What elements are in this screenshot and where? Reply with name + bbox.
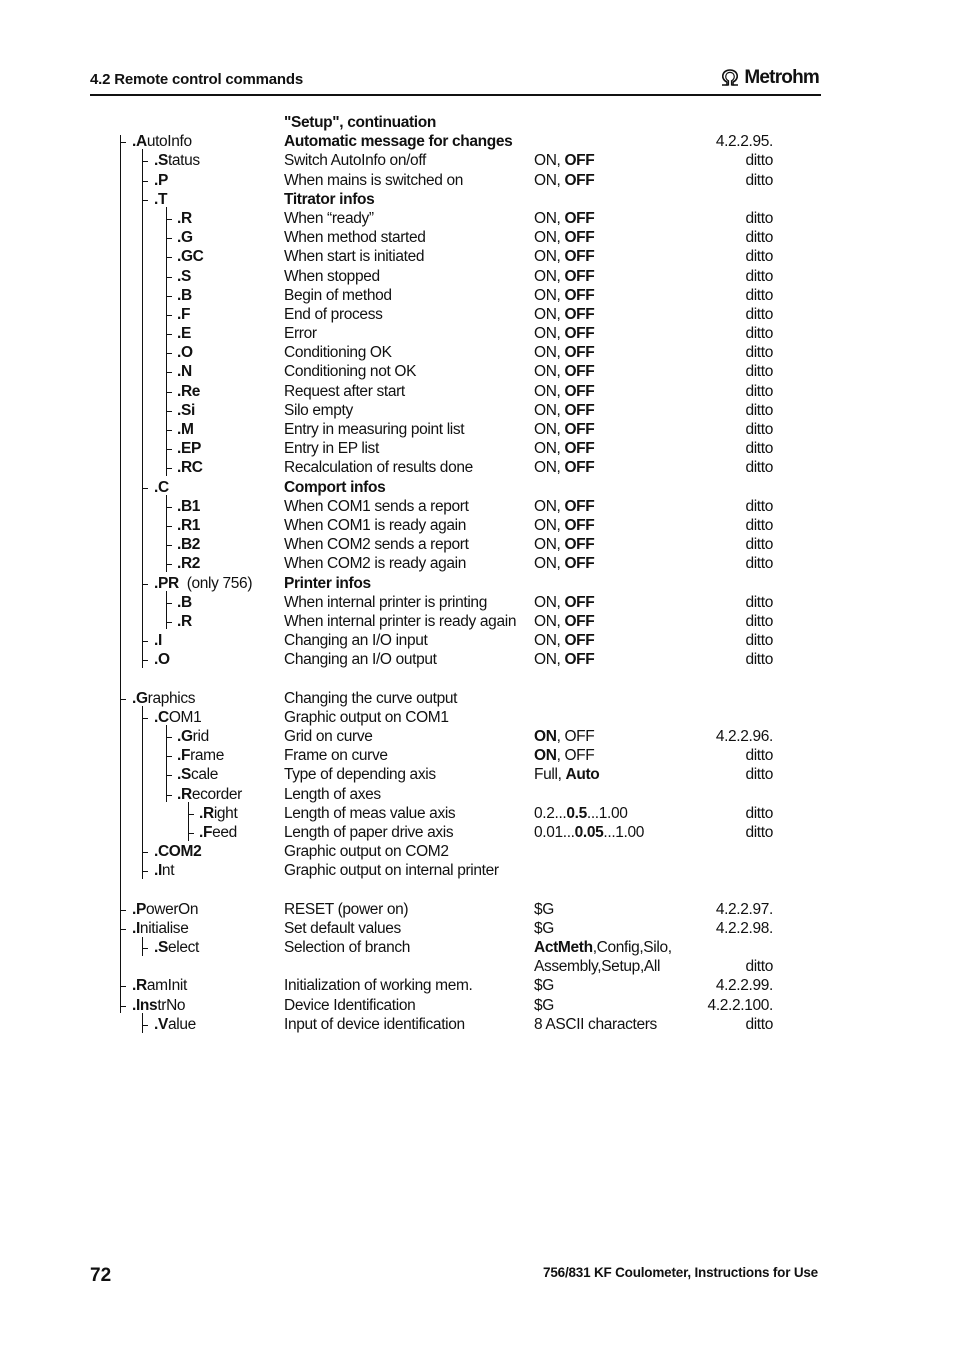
command-abbrev: .Ins <box>132 996 158 1014</box>
command-description: Conditioning OK <box>284 344 392 362</box>
command-parameter: ON, OFF <box>534 536 595 554</box>
command-parameter: ON, OFF <box>534 209 595 227</box>
command-rest: amInit <box>146 977 187 995</box>
command-parameter: ON, OFF <box>534 363 595 381</box>
command-description: Changing an I/O output <box>284 651 437 669</box>
tree-line <box>142 706 143 879</box>
command-name <box>177 593 192 612</box>
command-abbrev: .N <box>177 363 192 381</box>
section-reference: ditto <box>745 248 773 266</box>
table-row <box>90 804 830 823</box>
table-row <box>90 382 830 401</box>
command-description: Switch AutoInfo on/off <box>284 152 426 170</box>
command-name <box>132 996 185 1015</box>
command-description: Set default values <box>284 919 401 937</box>
command-parameter: ActMeth,Config,Silo, <box>534 939 672 957</box>
command-description: Device Identification <box>284 996 416 1014</box>
section-reference: ditto <box>745 286 773 304</box>
command-abbrev: .F <box>177 305 191 323</box>
command-abbrev: .R <box>132 977 147 995</box>
command-description: Grid on curve <box>284 728 373 745</box>
table-row <box>90 746 830 765</box>
command-name <box>177 746 224 765</box>
command-abbrev: .A <box>132 133 147 151</box>
command-name <box>177 535 200 554</box>
command-abbrev: .G <box>177 728 193 745</box>
section-reference: ditto <box>745 267 773 285</box>
table-row <box>90 631 830 650</box>
command-abbrev: .GC <box>177 248 204 266</box>
section-reference: ditto <box>745 804 773 822</box>
section-reference: ditto <box>745 536 773 554</box>
table-row <box>90 612 830 631</box>
table-row <box>90 574 830 593</box>
command-description: Silo empty <box>284 401 353 419</box>
command-description: Length of paper drive axis <box>284 823 454 841</box>
command-rest: alue <box>167 1015 196 1033</box>
section-reference: ditto <box>745 171 773 189</box>
command-parameter: ON, OFF <box>534 593 595 611</box>
command-description: When stopped <box>284 267 380 285</box>
command-name <box>199 804 237 823</box>
command-name <box>177 382 200 401</box>
command-description: When COM1 sends a report <box>284 497 469 515</box>
table-row <box>90 727 830 746</box>
table-row <box>90 478 830 497</box>
command-name <box>154 631 162 650</box>
tree-line <box>166 207 167 476</box>
metrohm-logo <box>719 67 819 89</box>
command-parameter: $G <box>534 900 554 918</box>
section-reference: 4.2.2.97. <box>715 900 773 918</box>
blank-row <box>90 881 830 900</box>
table-row <box>90 286 830 305</box>
command-name <box>177 516 200 535</box>
command-name <box>177 343 193 362</box>
command-abbrev: .R <box>199 804 214 822</box>
document-title: 756/831 KF Coulometer, Instructions for Use <box>543 1265 818 1280</box>
tree-line <box>120 135 121 1013</box>
command-parameter: ON, OFF <box>534 459 595 477</box>
command-name <box>177 612 192 631</box>
section-reference: ditto <box>745 823 773 841</box>
command-parameter: ON, OFF <box>534 171 595 189</box>
command-abbrev: .S <box>154 152 168 170</box>
command-abbrev: .COM2 <box>154 843 202 861</box>
command-name <box>177 324 191 343</box>
tree-line <box>142 937 143 956</box>
table-row <box>90 247 830 266</box>
table-row <box>90 439 830 458</box>
table-row <box>90 420 830 439</box>
command-rest: elect <box>167 939 199 957</box>
command-description: Conditioning not OK <box>284 363 417 381</box>
section-reference: 4.2.2.95. <box>715 133 773 151</box>
section-reference: ditto <box>745 516 773 534</box>
table-row <box>90 650 830 669</box>
section-reference: ditto <box>745 747 773 765</box>
table-row <box>90 938 830 957</box>
command-name <box>154 861 174 880</box>
command-parameter: $G <box>534 919 554 937</box>
omega-icon <box>719 69 741 87</box>
tree-line <box>142 1013 143 1032</box>
command-description: Changing the curve output <box>284 689 458 707</box>
table-row <box>90 132 830 151</box>
command-abbrev: .T <box>154 190 168 208</box>
table-row <box>90 861 830 880</box>
page-header <box>90 67 821 96</box>
section-reference: ditto <box>745 325 773 343</box>
command-name <box>177 439 201 458</box>
command-abbrev: .M <box>177 421 194 438</box>
command-name <box>154 650 170 669</box>
command-name <box>177 497 200 516</box>
command-parameter: ON, OFF <box>534 747 595 765</box>
command-name <box>154 574 252 593</box>
command-rest: utoInfo <box>146 133 192 151</box>
table-row <box>90 516 830 535</box>
command-name <box>154 938 199 957</box>
command-name <box>132 689 195 708</box>
command-parameter: ON, OFF <box>534 382 595 400</box>
command-description: Printer infos <box>284 574 371 592</box>
table-row <box>90 190 830 209</box>
command-description: Request after start <box>284 382 405 400</box>
logo-text: Metrohm <box>744 67 819 88</box>
page-number: 72 <box>90 1265 112 1286</box>
command-abbrev: .B1 <box>177 497 201 515</box>
command-name <box>199 823 237 842</box>
command-name <box>177 305 190 324</box>
section-reference: ditto <box>745 497 773 515</box>
command-abbrev: .C <box>154 478 169 496</box>
table-row <box>90 765 830 784</box>
table-row <box>90 842 830 861</box>
section-reference: ditto <box>745 612 773 630</box>
tree-line <box>166 495 167 572</box>
command-parameter: ON, OFF <box>534 344 595 362</box>
command-name <box>154 151 200 170</box>
section-reference: 4.2.2.99. <box>715 977 773 995</box>
command-abbrev: .EP <box>177 440 201 458</box>
table-row <box>90 458 830 477</box>
command-parameter: ON, OFF <box>534 152 595 170</box>
command-rest: owerOn <box>145 900 199 918</box>
command-description: When COM1 is ready again <box>284 516 466 534</box>
command-parameter: Assembly,Setup,All <box>534 958 661 976</box>
table-rows <box>90 132 830 1034</box>
tree-line <box>142 149 143 667</box>
command-abbrev: .F <box>177 747 191 765</box>
command-rest: rame <box>190 747 224 765</box>
command-description: Error <box>284 325 317 343</box>
table-row <box>90 554 830 573</box>
table-row <box>90 823 830 842</box>
command-description: Begin of method <box>284 286 392 304</box>
command-abbrev: .O <box>154 651 170 669</box>
command-name <box>154 1015 196 1034</box>
command-description: Length of axes <box>284 785 381 803</box>
section-reference: ditto <box>745 229 773 247</box>
command-abbrev: .G <box>132 689 148 707</box>
command-name <box>154 171 168 190</box>
table-title: "Setup", continuation <box>284 114 437 131</box>
command-name <box>177 362 192 381</box>
command-description: Changing an I/O input <box>284 632 428 650</box>
section-reference: ditto <box>745 401 773 419</box>
command-parameter: ON, OFF <box>534 267 595 285</box>
tree-line <box>166 725 167 802</box>
command-description: Entry in EP list <box>284 440 379 458</box>
section-reference: ditto <box>745 459 773 477</box>
command-abbrev: .V <box>154 1015 168 1033</box>
command-description: Entry in measuring point list <box>284 421 465 438</box>
command-parameter: $G <box>534 996 554 1014</box>
command-parameter: 8 ASCII characters <box>534 1015 657 1033</box>
table-row <box>90 593 830 612</box>
command-parameter: 0.01...0.05...1.00 <box>534 823 645 841</box>
command-name <box>132 132 192 151</box>
command-name <box>177 554 200 573</box>
section-reference: ditto <box>745 152 773 170</box>
table-title-row <box>90 113 830 132</box>
command-abbrev: .G <box>177 229 193 247</box>
command-abbrev: .RC <box>177 459 203 477</box>
command-parameter: ON, OFF <box>534 555 595 573</box>
command-name <box>177 420 194 439</box>
command-description: When method started <box>284 229 426 247</box>
command-rest: cale <box>190 766 218 784</box>
command-rest: nt <box>161 862 175 880</box>
table-row <box>90 362 830 381</box>
command-description: When mains is switched on <box>284 171 464 189</box>
command-abbrev: .P <box>154 171 168 189</box>
table-row <box>90 957 830 976</box>
command-description: Initialization of working mem. <box>284 977 473 995</box>
command-abbrev: .E <box>177 325 191 343</box>
table-row <box>90 171 830 190</box>
command-abbrev: .S <box>154 939 168 957</box>
section-reference: 4.2.2.100. <box>707 996 773 1014</box>
table-row <box>90 401 830 420</box>
table-row <box>90 996 830 1015</box>
command-abbrev: .B2 <box>177 536 201 554</box>
command-abbrev: .O <box>177 344 193 362</box>
command-description: Graphic output on internal printer <box>284 862 499 880</box>
command-description: When start is initiated <box>284 248 425 266</box>
command-parameter: 0.2...0.5...1.00 <box>534 804 628 822</box>
command-abbrev: .R2 <box>177 555 201 573</box>
command-parameter: $G <box>534 977 554 995</box>
section-reference: 4.2.2.96. <box>715 728 773 745</box>
command-description: Type of depending axis <box>284 766 436 784</box>
command-rest: tatus <box>167 152 200 170</box>
command-name <box>154 708 201 727</box>
command-abbrev: .R <box>177 209 192 227</box>
command-description: When internal printer is ready again <box>284 612 517 630</box>
command-rest: eed <box>212 823 237 841</box>
command-name <box>132 900 198 919</box>
command-parameter: ON, OFF <box>534 401 595 419</box>
command-abbrev: .F <box>199 823 213 841</box>
command-description: End of process <box>284 305 383 323</box>
command-name <box>177 727 209 746</box>
section-reference: ditto <box>745 421 773 438</box>
command-abbrev: .R <box>177 785 192 803</box>
section-reference: ditto <box>745 651 773 669</box>
section-reference: 4.2.2.98. <box>715 919 773 937</box>
command-abbrev: .P <box>132 900 146 918</box>
command-description: Graphic output on COM1 <box>284 708 449 726</box>
section-reference: ditto <box>745 593 773 611</box>
command-abbrev: .S <box>177 267 191 285</box>
section-reference: ditto <box>745 555 773 573</box>
table-row <box>90 343 830 362</box>
table-row <box>90 785 830 804</box>
command-parameter: ON, OFF <box>534 248 595 266</box>
command-description: RESET (power on) <box>284 900 409 918</box>
command-rest: rid <box>192 728 209 745</box>
command-rest: ight <box>213 804 238 822</box>
table-row <box>90 151 830 170</box>
section-reference: ditto <box>745 958 773 976</box>
command-abbrev: .Si <box>177 401 195 419</box>
table-row <box>90 976 830 995</box>
command-description: Input of device identification <box>284 1015 465 1033</box>
command-description: When internal printer is printing <box>284 593 487 611</box>
command-abbrev: .I <box>154 862 162 880</box>
table-row <box>90 689 830 708</box>
command-rest: (only 756) <box>178 574 253 592</box>
command-parameter: ON, OFF <box>534 497 595 515</box>
command-parameter: ON, OFF <box>534 440 595 458</box>
table-row <box>90 324 830 343</box>
table-row <box>90 900 830 919</box>
command-parameter: Full, Auto <box>534 766 600 784</box>
command-parameter: ON, OFF <box>534 421 595 438</box>
command-name <box>177 401 195 420</box>
section-reference: ditto <box>745 382 773 400</box>
command-parameter: ON, OFF <box>534 229 595 247</box>
tree-line <box>166 591 167 629</box>
command-abbrev: .Re <box>177 382 201 400</box>
command-rest: nitialise <box>139 919 189 937</box>
command-name <box>132 976 187 995</box>
command-description: Selection of branch <box>284 939 411 957</box>
command-name <box>177 247 204 266</box>
command-name <box>132 919 188 938</box>
section-reference: ditto <box>745 363 773 381</box>
table-row <box>90 267 830 286</box>
command-abbrev: .C <box>154 708 169 726</box>
command-rest: OM1 <box>168 708 202 726</box>
table-row <box>90 1015 830 1034</box>
table-row <box>90 228 830 247</box>
command-name <box>177 458 203 477</box>
command-name <box>177 209 192 228</box>
command-abbrev: .S <box>177 766 191 784</box>
command-parameter: ON, OFF <box>534 612 595 630</box>
table-row <box>90 305 830 324</box>
command-name <box>154 842 201 861</box>
command-parameter: ON, OFF <box>534 651 595 669</box>
command-description: Graphic output on COM2 <box>284 843 449 861</box>
section-reference: ditto <box>745 209 773 227</box>
command-abbrev: .PR <box>154 574 179 592</box>
table-row <box>90 708 830 727</box>
command-description: When COM2 is ready again <box>284 555 466 573</box>
command-name <box>177 267 191 286</box>
command-abbrev: .B <box>177 593 192 611</box>
blank-row <box>90 669 830 688</box>
command-name <box>177 228 193 247</box>
section-title: 4.2 Remote control commands <box>90 71 303 88</box>
command-parameter: ON, OFF <box>534 305 595 323</box>
command-parameter: ON, OFF <box>534 632 595 650</box>
command-name <box>154 478 169 497</box>
command-description: Frame on curve <box>284 747 388 765</box>
table-row <box>90 209 830 228</box>
section-reference: ditto <box>745 766 773 784</box>
command-parameter: ON, OFF <box>534 516 595 534</box>
command-description: When COM2 sends a report <box>284 536 469 554</box>
command-name <box>177 765 218 784</box>
command-description: Titrator infos <box>284 190 375 208</box>
command-parameter: ON, OFF <box>534 325 595 343</box>
command-table <box>90 113 830 1034</box>
command-description: When “ready” <box>284 209 374 227</box>
command-parameter: ON, OFF <box>534 728 595 745</box>
command-rest: ecorder <box>191 785 242 803</box>
command-parameter: ON, OFF <box>534 286 595 304</box>
command-description: Length of meas value axis <box>284 804 456 822</box>
command-description: Comport infos <box>284 478 386 496</box>
table-row <box>90 535 830 554</box>
command-abbrev: .B <box>177 286 192 304</box>
command-rest: raphics <box>147 689 196 707</box>
command-rest: trNo <box>157 996 186 1014</box>
command-abbrev: .I <box>132 919 140 937</box>
section-reference: ditto <box>745 1015 773 1033</box>
command-abbrev: .R <box>177 612 192 630</box>
tree-line <box>188 802 189 840</box>
section-reference: ditto <box>745 344 773 362</box>
command-name <box>177 286 192 305</box>
command-abbrev: .R1 <box>177 516 201 534</box>
section-reference: ditto <box>745 632 773 650</box>
command-description: Automatic message for changes <box>284 133 513 151</box>
section-reference: ditto <box>745 440 773 458</box>
command-name <box>177 785 242 804</box>
table-row <box>90 919 830 938</box>
command-description: Recalculation of results done <box>284 459 473 477</box>
command-abbrev: .I <box>154 632 162 650</box>
table-row <box>90 497 830 516</box>
section-reference: ditto <box>745 305 773 323</box>
